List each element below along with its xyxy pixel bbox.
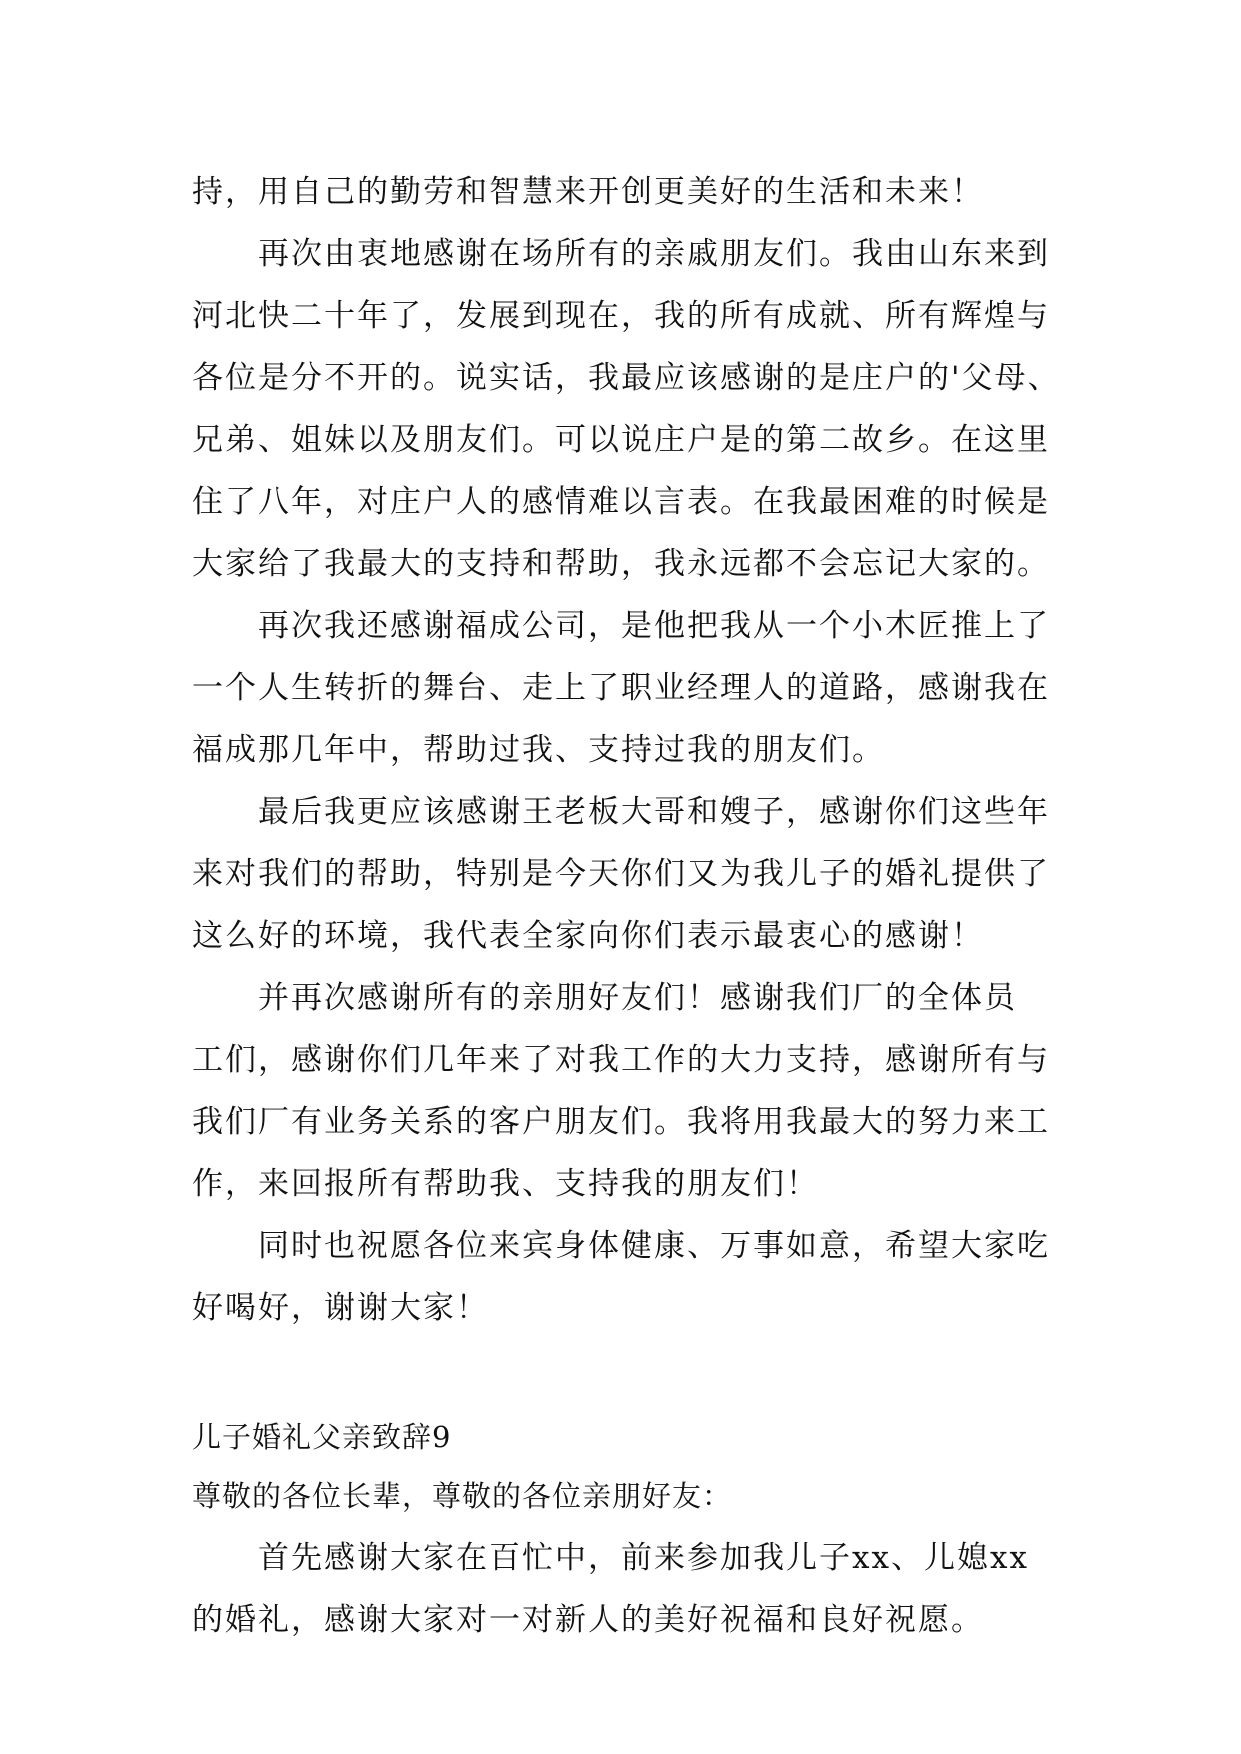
paragraph-thanks-relatives xyxy=(192,223,1072,595)
salutation: 尊敬的各位长辈，尊敬的各位亲朋好友： xyxy=(192,1479,733,1513)
text-line: 最后我更应该感谢王老板大哥和嫂子，感谢你们这些年 xyxy=(192,794,1050,830)
text-line: 来对我们的帮助，特别是今天你们又为我儿子的婚礼提供了 xyxy=(192,856,1050,892)
section-heading: 儿子婚礼父亲致辞9 xyxy=(192,1420,452,1454)
text-line: 再次我还感谢福成公司，是他把我从一个小木匠推上了 xyxy=(192,608,1050,644)
text-line: 工们，感谢你们几年来了对我工作的大力支持，感谢所有与 xyxy=(192,1042,1050,1078)
paragraph-closing-wish xyxy=(192,161,1072,223)
paragraph-thanks-company xyxy=(192,595,1072,781)
text-line: 各位是分不开的。说实话，我最应该感谢的是庄户的'父母、 xyxy=(192,360,1061,396)
paragraph-blessings xyxy=(192,1215,1072,1339)
text-line: 好喝好，谢谢大家！ xyxy=(192,1290,489,1326)
text-line: 再次由衷地感谢在场所有的亲戚朋友们。我由山东来到 xyxy=(192,236,1050,272)
text-line: 持，用自己的勤劳和智慧来开创更美好的生活和未来！ xyxy=(192,174,984,210)
text-line: 同时也祝愿各位来宾身体健康、万事如意，希望大家吃 xyxy=(192,1228,1050,1264)
text-line: 的婚礼，感谢大家对一对新人的美好祝福和良好祝愿。 xyxy=(192,1602,984,1638)
document-body xyxy=(192,161,1072,1651)
text-line: 我们厂有业务关系的客户朋友们。我将用我最大的努力来工 xyxy=(192,1104,1050,1140)
text-line: 大家给了我最大的支持和帮助，我永远都不会忘记大家的。 xyxy=(192,546,1050,582)
text-line: 作，来回报所有帮助我、支持我的朋友们！ xyxy=(192,1166,819,1202)
paragraph-thanks-boss xyxy=(192,781,1072,967)
paragraph-thanks-staff xyxy=(192,967,1072,1215)
text-line: 并再次感谢所有的亲朋好友们！感谢我们厂的全体员 xyxy=(192,980,1017,1016)
section-gap xyxy=(192,1339,1072,1409)
text-line: 一个人生转折的舞台、走上了职业经理人的道路，感谢我在 xyxy=(192,670,1050,706)
text-line: 首先感谢大家在百忙中，前来参加我儿子xx、儿媳xx xyxy=(192,1540,1029,1576)
text-line: 住了八年，对庄户人的感情难以言表。在我最困难的时候是 xyxy=(192,484,1050,520)
paragraph-opening-thanks xyxy=(192,1527,1072,1651)
text-line: 福成那几年中，帮助过我、支持过我的朋友们。 xyxy=(192,732,885,768)
text-line: 这么好的环境，我代表全家向你们表示最衷心的感谢！ xyxy=(192,918,984,954)
text-line: 河北快二十年了，发展到现在，我的所有成就、所有辉煌与 xyxy=(192,298,1050,334)
text-line: 兄弟、姐妹以及朋友们。可以说庄户是的第二故乡。在这里 xyxy=(192,422,1050,458)
